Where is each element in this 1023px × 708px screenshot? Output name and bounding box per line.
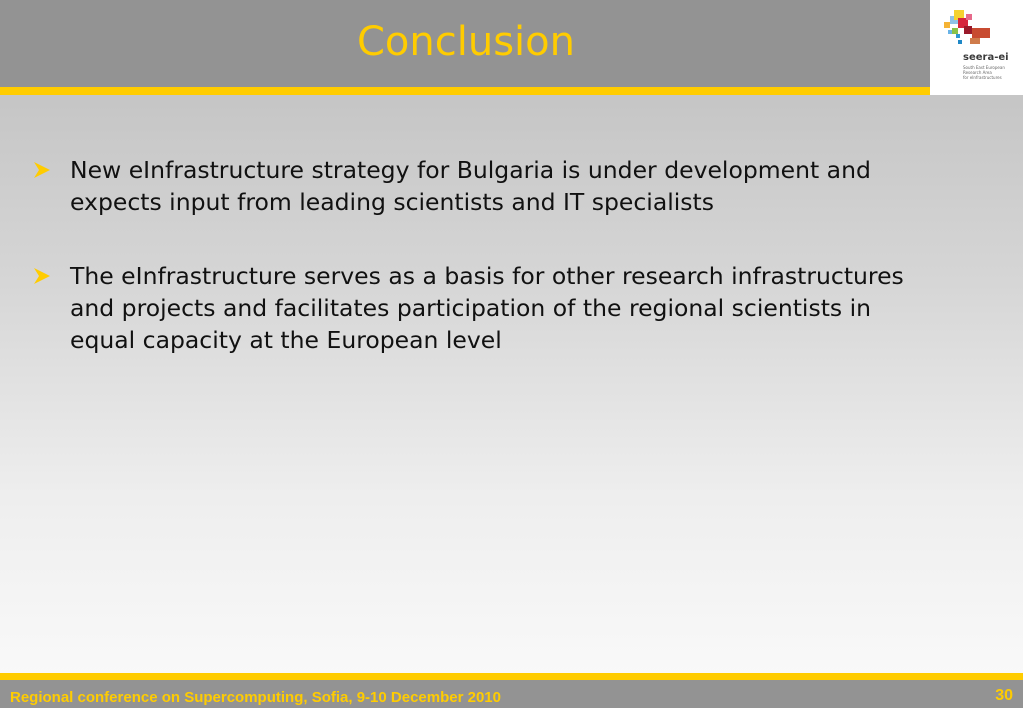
page-number: 30	[995, 687, 1013, 704]
bullet-text: New eInfrastructure strategy for Bulgaria is under development and expects input from leading scientists and IT specialists	[70, 156, 871, 216]
bullet-item	[32, 154, 932, 218]
bullet-item	[32, 260, 932, 356]
header-divider	[0, 87, 1023, 95]
arrowhead-bullet-icon	[32, 160, 52, 180]
arrowhead-bullet-icon	[32, 266, 52, 286]
seera-ei-logo	[930, 0, 1023, 95]
footer-text: Regional conference on Supercomputing, Sofia, 9-10 December 2010	[10, 689, 501, 706]
logo-mosaic-icon	[930, 0, 1023, 52]
logo-wordmark: seera-ei	[963, 52, 1009, 63]
logo-tagline: South East European Research Area for eInfrastructures	[963, 65, 1005, 80]
bullet-text: The eInfrastructure serves as a basis for other research infrastructures and projects and facilitates participation of the regional scientists in equal capacity at the European level	[70, 262, 904, 354]
slide-title: Conclusion	[357, 19, 575, 65]
bullet-list	[32, 154, 932, 398]
footer-divider	[0, 673, 1023, 680]
